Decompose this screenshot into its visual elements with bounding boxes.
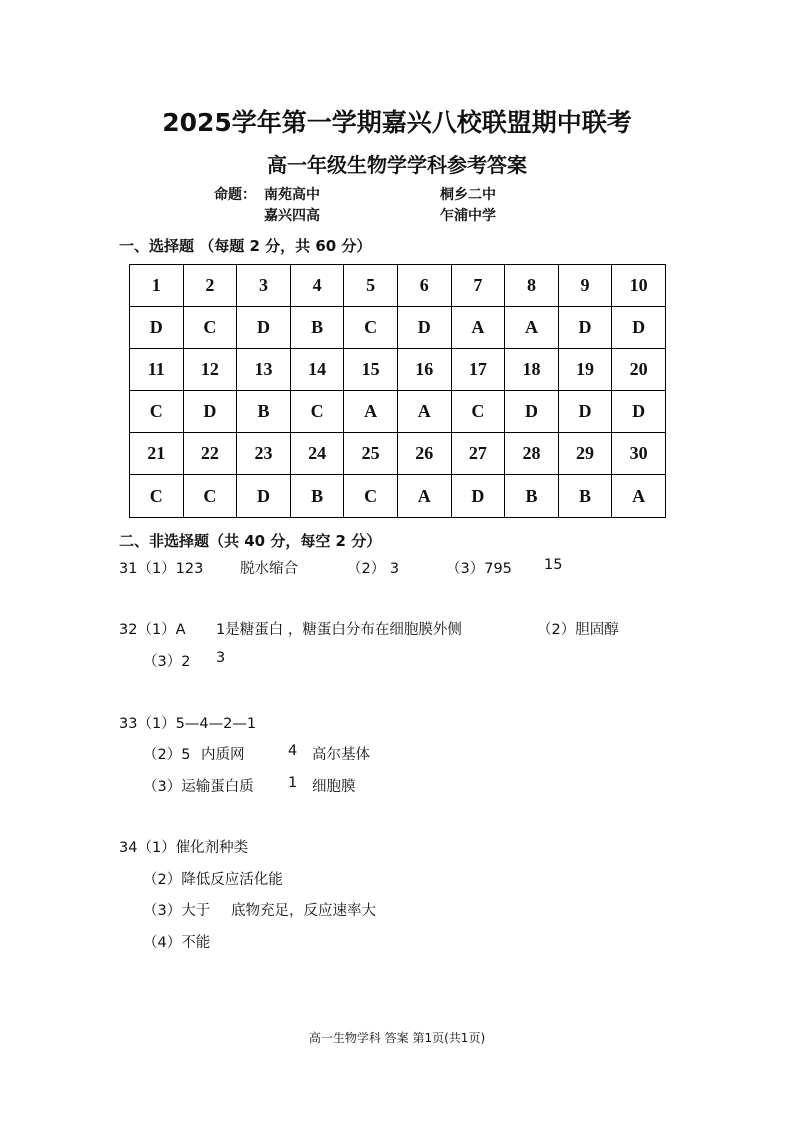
question-number-cell: 21 [130,433,184,475]
answer-cell: D [558,307,612,349]
answer-cell: C [451,391,505,433]
author-3: 嘉兴四高 [264,208,320,224]
author-1: 南苑高中 [264,187,320,203]
answer-cell: C [130,391,184,433]
question-number-cell: 4 [290,265,344,307]
q34-line3: （3）大于 [143,903,211,919]
question-number-cell: 10 [612,265,666,307]
answer-table [129,264,666,518]
answer-cell: D [558,391,612,433]
answer-cell: B [290,475,344,517]
author-2: 桐乡二中 [440,187,496,203]
question-number-cell: 25 [344,433,398,475]
answer-cell: C [290,391,344,433]
q32-answer-3: 3 [216,650,226,666]
question-number-cell: 23 [237,433,291,475]
q34-answer-3b: 底物充足，反应速率大 [231,903,376,919]
question-number-cell: 24 [290,433,344,475]
question-number-row [130,265,666,307]
q33-line2: （2）5 [143,747,191,763]
q33-answer-2c: 4 [288,743,298,759]
answer-row [130,307,666,349]
question-number-cell: 17 [451,349,505,391]
q32-answer-1: 1是糖蛋白 ，糖蛋白分布在细胞膜外侧 [216,622,462,638]
question-number-cell: 2 [183,265,237,307]
question-number-cell: 15 [344,349,398,391]
answer-cell: A [451,307,505,349]
question-number-row [130,349,666,391]
question-number-cell: 29 [558,433,612,475]
section2-heading: 二、非选择题（共 40 分，每空 2 分） [119,532,382,550]
answer-row [130,391,666,433]
q32-part2: （2）胆固醇 [537,622,619,638]
answer-cell: C [344,475,398,517]
q32-line2: （3）2 [143,654,191,670]
answer-cell: D [397,307,451,349]
answer-cell: B [558,475,612,517]
question-number-cell: 9 [558,265,612,307]
question-number-cell: 8 [505,265,559,307]
section1-heading: 一、选择题 （每题 2 分，共 60 分） [119,237,372,255]
q34-line4: （4）不能 [143,935,211,951]
q33-line1: 33（1）5—4—2—1 [119,716,257,732]
q33-answer-3b: 1 [288,775,298,791]
page-subtitle: 高一年级生物学学科参考答案 [267,153,527,177]
question-number-cell: 22 [183,433,237,475]
question-number-cell: 16 [397,349,451,391]
q31-answer-2: 脱水缩合 [240,561,298,577]
q34-line1: 34（1）催化剂种类 [119,840,249,856]
answer-cell: D [237,475,291,517]
answer-cell: D [130,307,184,349]
answer-cell: D [237,307,291,349]
question-number-cell: 14 [290,349,344,391]
question-number-cell: 27 [451,433,505,475]
question-number-cell: 6 [397,265,451,307]
question-number-cell: 12 [183,349,237,391]
q33-answer-2d: 高尔基体 [312,747,370,763]
answer-cell: A [344,391,398,433]
answer-cell: C [183,307,237,349]
page-title: 2025学年第一学期嘉兴八校联盟期中联考 [162,108,632,137]
answer-cell: B [237,391,291,433]
answer-cell: D [612,391,666,433]
q31-line1: 31（1）123 [119,561,204,577]
answer-cell: A [397,391,451,433]
answer-cell: D [612,307,666,349]
question-number-cell: 11 [130,349,184,391]
q32-line1: 32（1）A [119,622,186,638]
authors-label: 命题： [214,187,256,203]
page-footer: 高一生物学科 答案 第1页(共1页) [308,1031,486,1045]
answer-cell: B [290,307,344,349]
answer-cell: A [505,307,559,349]
question-number-cell: 19 [558,349,612,391]
answer-cell: A [397,475,451,517]
question-number-cell: 20 [612,349,666,391]
question-number-cell: 5 [344,265,398,307]
q31-part2: （2） 3 [347,561,400,577]
answer-cell: B [505,475,559,517]
q33-line3: （3）运输蛋白质 [143,779,254,795]
q31-part3: （3）795 [446,561,512,577]
answer-cell: C [130,475,184,517]
question-number-cell: 1 [130,265,184,307]
answer-cell: D [451,475,505,517]
question-number-cell: 28 [505,433,559,475]
question-number-cell: 3 [237,265,291,307]
q33-answer-2b: 内质网 [201,747,245,763]
answer-cell: A [612,475,666,517]
answer-cell: D [183,391,237,433]
q33-answer-3c: 细胞膜 [312,779,356,795]
answer-cell: C [183,475,237,517]
author-4: 乍浦中学 [440,208,496,224]
question-number-cell: 26 [397,433,451,475]
question-number-cell: 30 [612,433,666,475]
question-number-cell: 13 [237,349,291,391]
answer-cell: C [344,307,398,349]
q31-answer-3: 15 [544,557,563,573]
question-number-cell: 7 [451,265,505,307]
q34-line2: （2）降低反应活化能 [143,872,283,888]
question-number-cell: 18 [505,349,559,391]
answer-cell: D [505,391,559,433]
answer-row [130,475,666,517]
question-number-row [130,433,666,475]
